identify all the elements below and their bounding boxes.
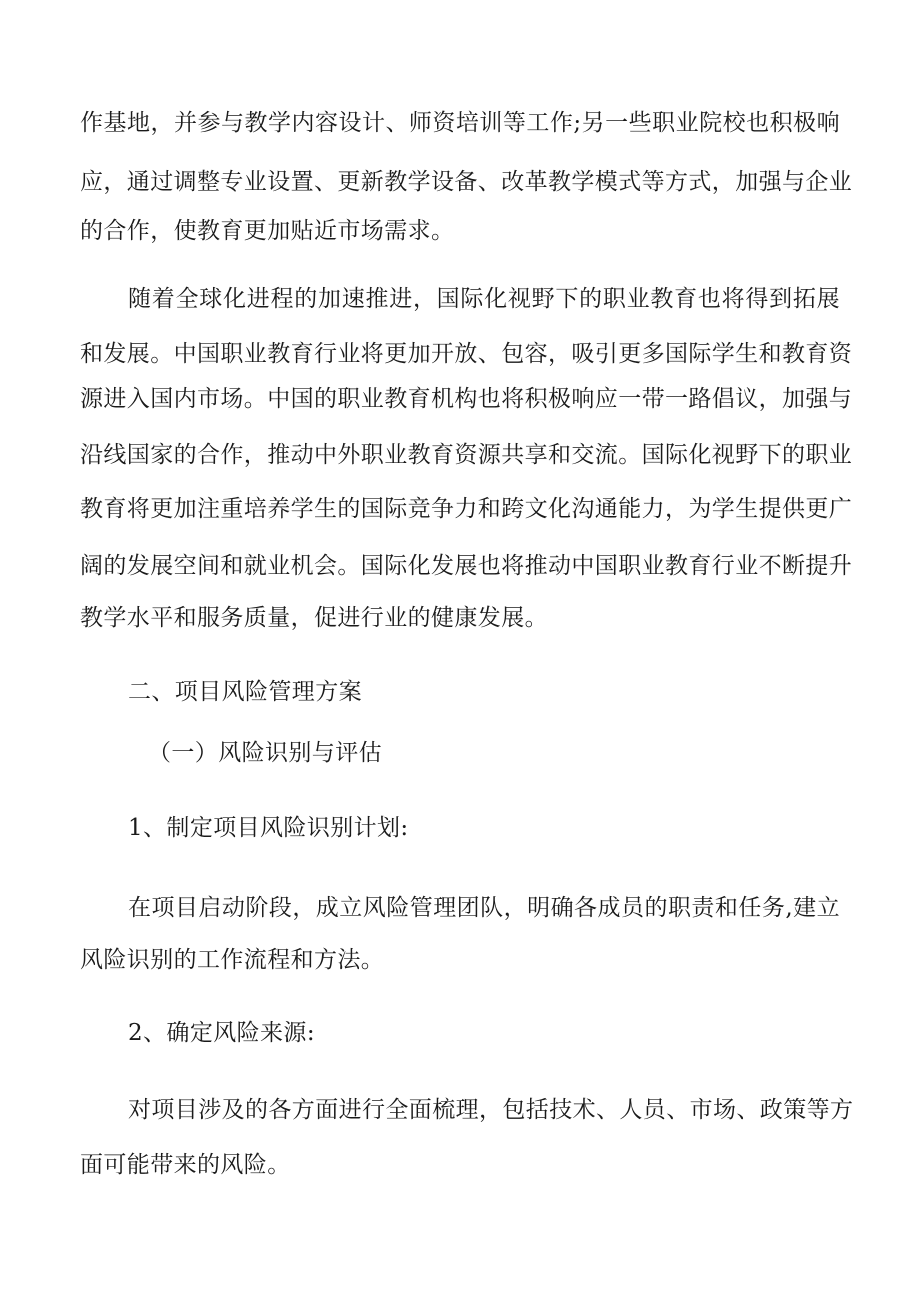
- item-2-line-2: 面可能带来的风险。: [80, 1152, 291, 1178]
- paragraph-2-line-7: 教学水平和服务质量，促进行业的健康发展。: [80, 605, 548, 631]
- paragraph-2-line-1: 随着全球化进程的加速推进，国际化视野下的职业教育也将得到拓展: [128, 286, 840, 312]
- item-1-line-2: 风险识别的工作流程和方法。: [80, 947, 385, 973]
- subsection-heading: （一）风险识别与评估: [148, 740, 382, 766]
- item-1-line-1: 在项目启动阶段，成立风险管理团队，明确各成员的职责和任务,建立: [128, 895, 840, 921]
- paragraph-2-line-6: 阔的发展空间和就业机会。国际化发展也将推动中国职业教育行业不断提升: [80, 553, 853, 579]
- paragraph-2-line-4: 沿线国家的合作，推动中外职业教育资源共享和交流。国际化视野下的职业: [80, 442, 853, 468]
- item-2-line-1: 对项目涉及的各方面进行全面梳理，包括技术、人员、市场、政策等方: [128, 1097, 854, 1123]
- paragraph-2-line-2: 和发展。中国职业教育行业将更加开放、包容，吸引更多国际学生和教育资: [80, 341, 853, 367]
- paragraph-1-line-2: 应，通过调整专业设置、更新教学设备、改革教学模式等方式，加强与企业: [80, 169, 853, 195]
- paragraph-2-line-3: 源进入国内市场。中国的职业教育机构也将积极响应一带一路倡议，加强与: [80, 386, 853, 412]
- item-2-title: 2、确定风险来源:: [128, 1020, 315, 1046]
- paragraph-1-line-1: 作基地，并参与教学内容设计、师资培训等工作;另一些职业院校也积极响: [80, 110, 840, 136]
- paragraph-2-line-5: 教育将更加注重培养学生的国际竞争力和跨文化沟通能力，为学生提供更广: [80, 496, 853, 522]
- paragraph-1-line-3: 的合作，使教育更加贴近市场需求。: [80, 218, 455, 244]
- section-heading: 二、项目风险管理方案: [128, 679, 362, 705]
- item-1-title: 1、制定项目风险识别计划:: [128, 815, 409, 841]
